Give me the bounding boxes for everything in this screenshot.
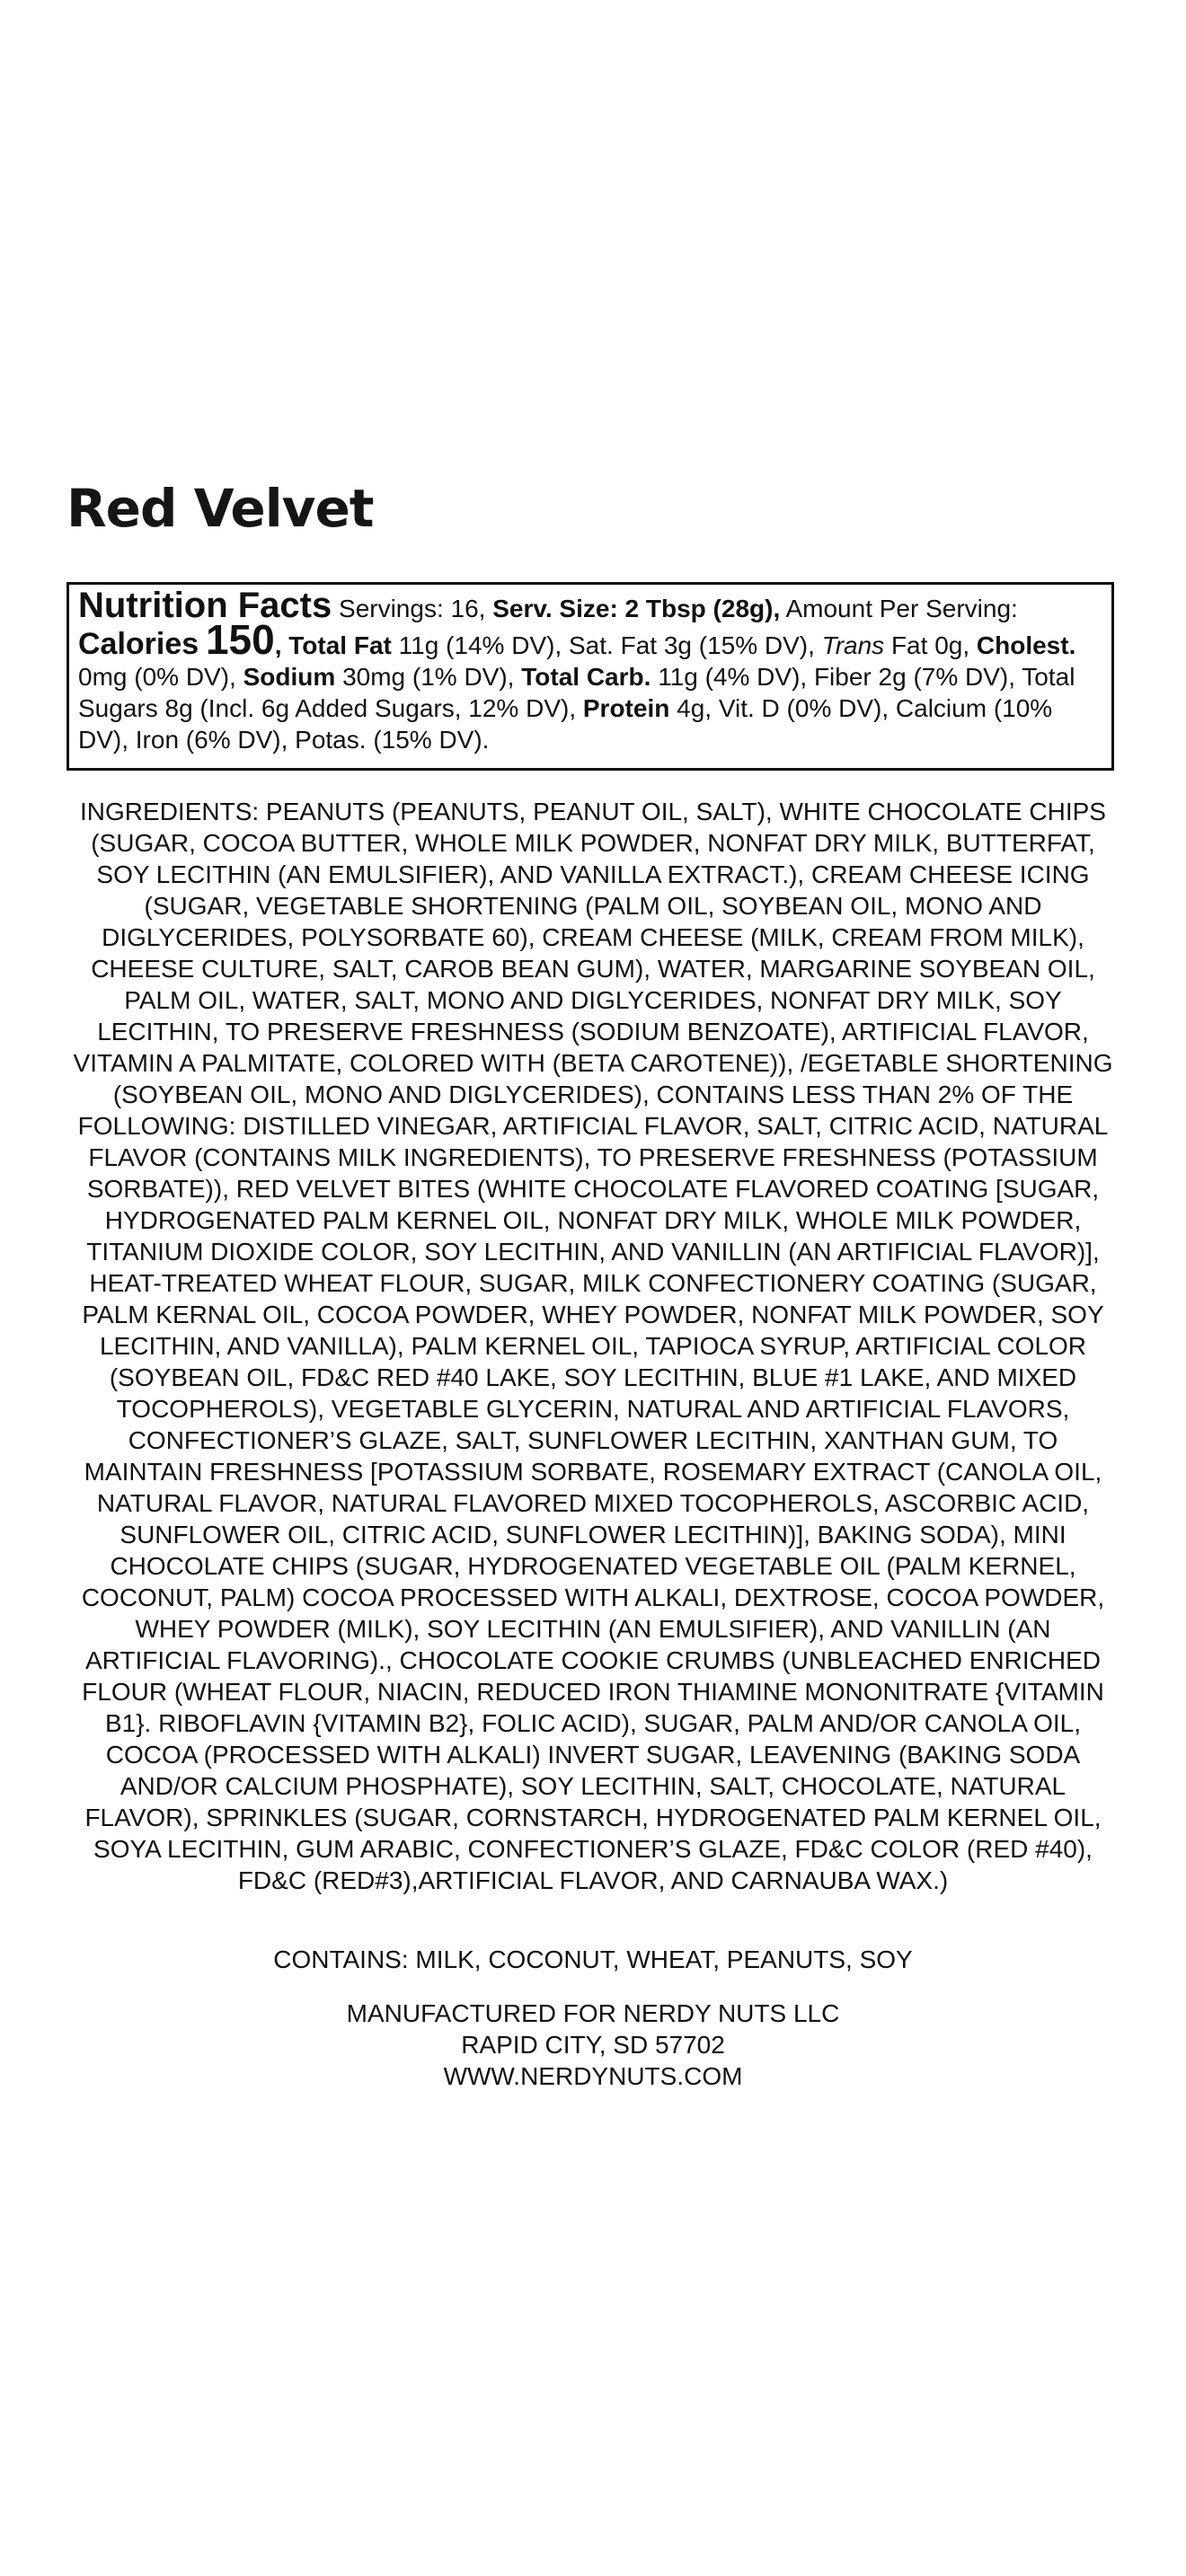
cholesterol-value: 0mg (0% DV), <box>78 663 236 691</box>
manufacturer-address: RAPID CITY, SD 57702 <box>461 2031 725 2059</box>
protein-value: 4g, Vit. D (0% DV), Calcium (10% DV), Iron (6% DV), Potas. (15% DV). <box>78 694 1053 754</box>
nutrition-facts-title: Nutrition Facts <box>78 586 332 625</box>
sodium-label: Sodium <box>243 663 336 691</box>
cholesterol-label: Cholest. <box>976 631 1076 659</box>
manufacturer-info <box>66 1998 1120 2092</box>
ingredients-list: INGREDIENTS: PEANUTS (PEANUTS, PEANUT OIL, SALT), WHITE CHOCOLATE CHIPS (SUGAR, COCOA BUTTER, WHOLE MILK POWDER, NONFAT DRY MILK, BUTTERFAT, SOY LECITHIN (AN EMULSIFIER), AND VANILLA EXTRACT.), CREAM CHEESE ICING (SUGAR, VEGETABLE SHORTENING (PALM OIL, SOYBEAN OIL, MONO AND DIGLYCERIDES, POLYSORBATE 60), CREAM CHEESE (MILK, CREAM FROM MILK), CHEESE CULTURE, SALT, CAROB BEAN GUM), WATER, MARGARINE SOYBEAN OIL, PALM OIL, WATER, SALT, MONO AND DIGLYCERIDES, NONFAT DRY MILK, SOY LECITHIN, TO PRESERVE FRESHNESS (SODIUM BENZOATE), ARTIFICIAL FLAVOR, VITAMIN A PALMITATE, COLORED WITH (BETA CAROTENE)), /EGETABLE SHORTENING (SOYBEAN OIL, MONO AND DIGLYCERIDES), CONTAINS LESS THAN 2% OF THE FOLLOWING: DISTILLED VINEGAR, ARTIFICIAL FLAVOR, SALT, CITRIC ACID, NATURAL FLAVOR (CONTAINS MILK INGREDIENTS), TO PRESERVE FRESHNESS (POTASSIUM SORBATE)), RED VELVET BITES (WHITE CHOCOLATE FLAVORED COATING [SUGAR, HYDROGENATED PALM KERNEL OIL, NONFAT DRY MILK, WHOLE MILK POWDER, TITANIUM DIOXIDE COLOR, SOY LECITHIN, AND VANILLIN (AN ARTIFICIAL FLAVOR)], HEAT-TREATED WHEAT FLOUR, SUGAR, MILK CONFECTIONERY COATING (SUGAR, PALM KERNAL OIL, COCOA POWDER, WHEY POWDER, NONFAT MILK POWDER, SOY LECITHIN, AND VANILLA), PALM KERNEL OIL, TAPIOCA SYRUP, ARTIFICIAL COLOR (SOYBEAN OIL, FD&C RED #40 LAKE, SOY LECITHIN, BLUE #1 LAKE, AND MIXED TOCOPHEROLS), VEGETABLE GLYCERIN, NATURAL AND ARTIFICIAL FLAVORS, CONFECTIONER’S GLAZE, SALT, SUNFLOWER LECITHIN, XANTHAN GUM, TO MAINTAIN FRESHNESS [POTASSIUM SORBATE, ROSEMARY EXTRACT (CANOLA OIL, NATURAL FLAVOR, NATURAL FLAVORED MIXED TOCOPHEROLS, ASCORBIC ACID, SUNFLOWER OIL, CITRIC ACID, SUNFLOWER LECITHIN)], BAKING SODA), MINI CHOCOLATE CHIPS (SUGAR, HYDROGENATED VEGETABLE OIL (PALM KERNEL, COCONUT, PALM) COCOA PROCESSED WITH ALKALI, DEXTROSE, COCOA POWDER, WHEY POWDER (MILK), SOY LECITHIN (AN EMULSIFIER), AND VANILLIN (AN ARTIFICIAL FLAVORING)., CHOCOLATE COOKIE CRUMBS (UNBLEACHED ENRICHED FLOUR (WHEAT FLOUR, NIACIN, REDUCED IRON THIAMINE MONONITRATE {VITAMIN B1}. RIBOFLAVIN {VITAMIN B2}, FOLIC ACID), SUGAR, PALM AND/OR CANOLA OIL, COCOA (PROCESSED WITH ALKALI) INVERT SUGAR, LEAVENING (BAKING SODA AND/OR CALCIUM PHOSPHATE), SOY LECITHIN, SALT, CHOCOLATE, NATURAL FLAVOR), SPRINKLES (SUGAR, CORNSTARCH, HYDROGENATED PALM KERNEL OIL, SOYA LECITHIN, GUM ARABIC, CONFECTIONER’S GLAZE, FD&C COLOR (RED #40), FD&C (RED#3),ARTIFICIAL FLAVOR, AND CARNAUBA WAX.) <box>73 798 1113 1894</box>
amount-per-serving: Amount Per Serving: <box>785 595 1018 622</box>
trans-label: Trans <box>821 631 885 659</box>
manufacturer-website: WWW.NERDYNUTS.COM <box>443 2062 743 2090</box>
allergen-statement: CONTAINS: MILK, COCONUT, WHEAT, PEANUTS, SOY <box>273 1945 913 1973</box>
total-carb-label: Total Carb. <box>521 663 651 691</box>
sodium-value: 30mg (1% DV), <box>342 663 515 691</box>
nutrition-facts-panel <box>66 582 1114 771</box>
calories-comma: , <box>274 631 282 659</box>
protein-label: Protein <box>582 694 670 722</box>
product-title: Red Velvet <box>66 478 374 539</box>
trans-value: Fat 0g, <box>890 631 970 659</box>
total-fat-label: Total Fat <box>288 631 392 659</box>
calories-label: Calories <box>78 627 199 661</box>
calories-value: 150 <box>205 616 275 663</box>
serving-size: Serv. Size: 2 Tbsp (28g), <box>492 595 781 622</box>
total-carb-value: 11g (4% DV), Fiber 2g (7% DV), Total Sugars 8g (Incl. 6g Added Sugars, 12% DV), <box>78 663 1075 722</box>
total-fat-value: 11g (14% DV), Sat. Fat 3g (15% DV), <box>398 631 815 659</box>
servings: Servings: 16, <box>339 595 486 622</box>
manufacturer-name: MANUFACTURED FOR NERDY NUTS LLC <box>346 1999 840 2027</box>
